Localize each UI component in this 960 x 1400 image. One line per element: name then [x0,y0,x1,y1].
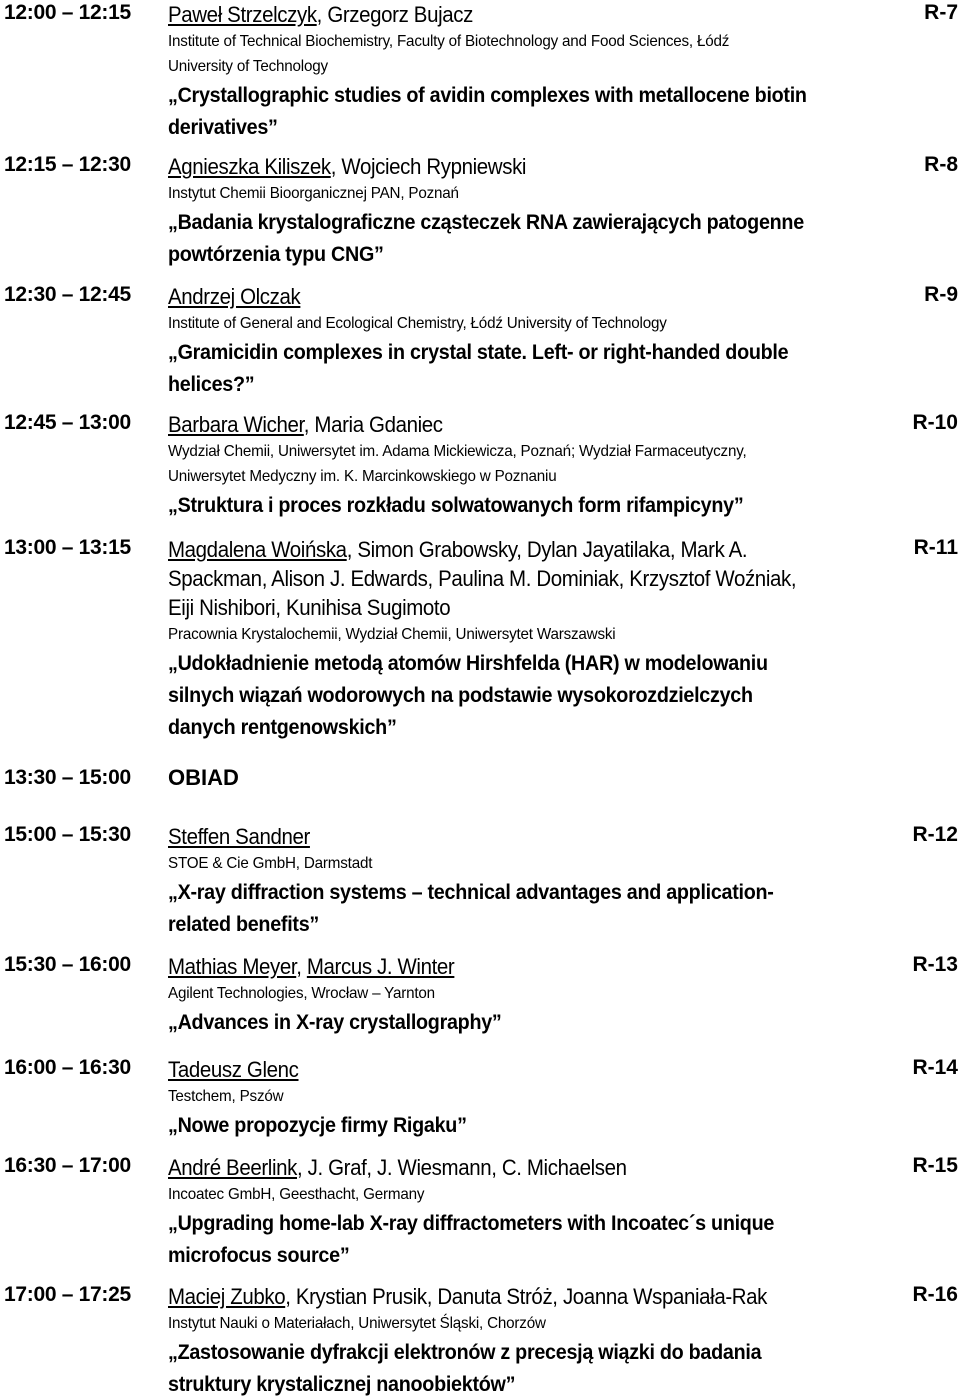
institution-line: STOE & Cie GmbH, Darmstadt [168,855,373,872]
institution-line: Pracownia Krystalochemii, Wydział Chemii, Uniwersytet Warszawski [168,626,616,643]
session-code: R-7 [924,1,958,24]
talk-title-line: „Advances in X-ray crystallography” [168,1011,502,1034]
session-code: R-8 [924,153,958,176]
presenting-author: Mathias Meyer [168,954,297,979]
author-separator: , [296,1155,308,1180]
authors-line [168,1153,893,1182]
institution-line: Instytut Nauki o Materiałach, Uniwersytet Śląski, Chorzów [168,1315,546,1332]
institution-line: Institute of Technical Biochemistry, Faculty of Biotechnology and Food Sciences, Łódź [168,33,730,50]
session-time: 15:30 – 16:00 [4,953,131,976]
talk-title-line: danych rentgenowskich” [168,716,397,739]
author-separator: , [426,1284,438,1309]
authors-line [168,1282,893,1311]
talk-title-line: powtórzenia typu CNG” [168,243,384,266]
co-author: Grzegorz Bujacz [327,2,473,27]
institution-line: Testchem, Pszów [168,1088,284,1105]
talk-title-line: related benefits” [168,913,319,936]
authors-line [168,282,893,311]
session-code: R-15 [912,1154,958,1177]
co-author: Danuta Stróż [437,1284,553,1309]
presenting-author: Steffen Sandner [168,824,310,849]
authors-line [168,952,893,981]
break-label: OBIAD [168,765,239,790]
talk-title-line: „Zastosowanie dyfrakcji elektronów z precesją wiązki do badania [168,1341,762,1364]
co-author: Maria Gdaniec [314,412,443,437]
presenting-author: André Beerlink [168,1155,297,1180]
session-time: 12:45 – 13:00 [4,411,131,434]
institution-line: Agilent Technologies, Wrocław – Yarnton [168,985,435,1002]
session-time: 16:30 – 17:00 [4,1154,131,1177]
session-time: 12:00 – 12:15 [4,1,131,24]
authors-line [168,152,893,181]
institution-line: Institute of General and Ecological Chemistry, Łódź University of Technology [168,315,667,332]
presenting-author: Marcus J. Winter [306,954,455,979]
session-code: R-10 [912,411,958,434]
session-code: R-14 [912,1056,958,1079]
session-code: R-16 [912,1283,958,1306]
author-separator: , [552,1284,563,1309]
session-content [168,410,888,521]
presenting-author: Tadeusz Glenc [168,1057,299,1082]
institution-line: Wydział Chemii, Uniwersytet im. Adama Mickiewicza, Poznań; Wydział Farmaceutyczny, [168,443,747,460]
session-content [168,0,888,143]
session-time: 12:15 – 12:30 [4,153,131,176]
session-content [168,1282,888,1400]
presenting-author: Paweł Strzelczyk [168,2,317,27]
author-separator: , [296,954,307,979]
author-separator: , [316,2,328,27]
co-author: , Simon Grabowsky, Dylan Jayatilaka, Mark A. [346,537,748,562]
session-code: R-13 [912,953,958,976]
authors-line [168,593,893,622]
session-code: R-11 [913,536,958,559]
session-time: 13:30 – 15:00 [4,766,131,789]
talk-title-line: „Upgrading home-lab X-ray diffractometers with Incoatec´s unique [168,1212,775,1235]
authors-line [168,535,893,564]
talk-title-line: „Badania krystalograficzne cząsteczek RNA zawierających patogenne [168,211,804,234]
institution-line: Incoatec GmbH, Geesthacht, Germany [168,1186,425,1203]
institution-line: Uniwersytet Medyczny im. K. Marcinkowskiego w Poznaniu [168,468,557,485]
session-content [168,765,888,791]
session-time: 12:30 – 12:45 [4,283,131,306]
presenting-author: Barbara Wicher [168,412,304,437]
session-content [168,535,888,743]
talk-title-line: helices?” [168,373,255,396]
session-content [168,282,888,400]
talk-title-line: struktury krystalicznej nanoobiektów” [168,1373,516,1396]
session-time: 16:00 – 16:30 [4,1056,131,1079]
session-content [168,952,888,1038]
co-author: Krystian Prusik [295,1284,427,1309]
talk-title-line: „Gramicidin complexes in crystal state. Left- or right-handed double [168,341,789,364]
talk-title-line: microfocus source” [168,1244,350,1267]
authors-line [168,564,893,593]
talk-title-line: „Nowe propozycje firmy Rigaku” [168,1114,467,1137]
author-separator: , [303,412,315,437]
author-separator: , [285,1284,296,1309]
session-content [168,1153,888,1271]
session-content [168,1055,888,1141]
author-separator: , [366,1155,378,1180]
talk-title-line: „Crystallographic studies of avidin complexes with metallocene biotin [168,84,807,107]
presenting-author: Agnieszka Kiliszek [168,154,331,179]
presenting-author: Maciej Zubko [168,1284,286,1309]
presenting-author: Magdalena Woińska [168,537,347,562]
co-author: J. Wiesmann [377,1155,492,1180]
session-content [168,822,888,940]
authors-line [168,410,893,439]
session-time: 17:00 – 17:25 [4,1283,131,1306]
session-code: R-9 [924,283,958,306]
institution-line: University of Technology [168,58,328,75]
session-time: 15:00 – 15:30 [4,823,131,846]
author-separator: , [491,1155,502,1180]
talk-title-line: „X-ray diffraction systems – technical advantages and application- [168,881,774,904]
talk-title-line: derivatives” [168,116,278,139]
co-author: Joanna Wspaniała-Rak [562,1284,768,1309]
co-author: J. Graf [307,1155,367,1180]
author-separator: , [330,154,342,179]
authors-line [168,1055,893,1084]
talk-title-line: „Udokładnienie metodą atomów Hirshfelda (HAR) w modelowaniu [168,652,768,675]
presenting-author: Andrzej Olczak [168,284,301,309]
co-author: Spackman, Alison J. Edwards, Paulina M. Dominiak, Krzysztof Woźniak, [168,566,797,591]
session-code: R-12 [912,823,958,846]
co-author: Wojciech Rypniewski [341,154,527,179]
authors-line [168,0,893,29]
institution-line: Instytut Chemii Bioorganicznej PAN, Poznań [168,185,459,202]
talk-title-line: „Struktura i proces rozkładu solwatowanych form rifampicyny” [168,494,744,517]
talk-title-line: silnych wiązań wodorowych na podstawie wysokorozdzielczych [168,684,753,707]
session-content [168,152,888,270]
authors-line [168,822,893,851]
co-author: Eiji Nishibori, Kunihisa Sugimoto [168,595,451,620]
session-time: 13:00 – 13:15 [4,536,131,559]
co-author: C. Michaelsen [501,1155,627,1180]
